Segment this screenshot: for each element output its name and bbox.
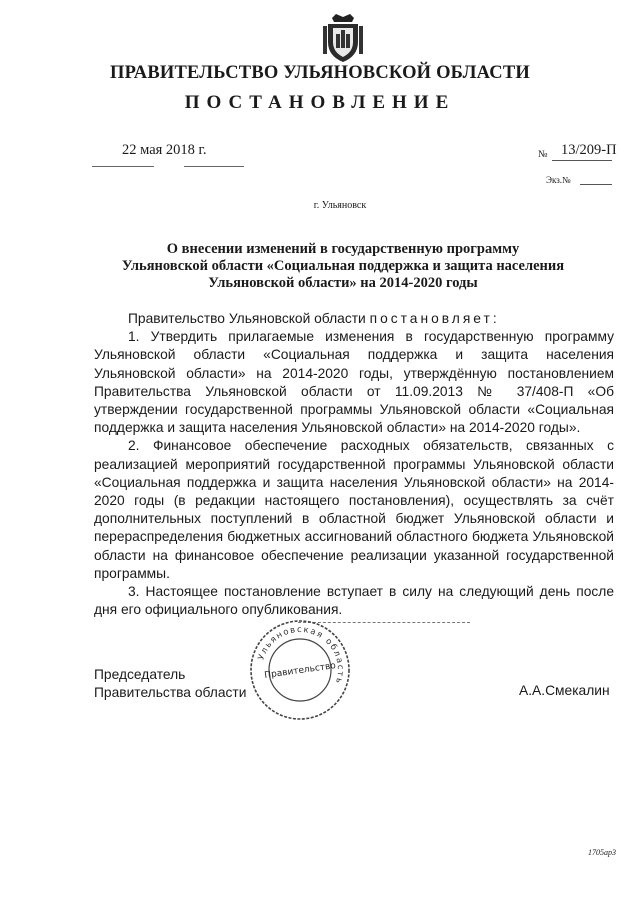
paragraph-3: 3. Настоящее постановление вступает в силу на следующий день после дня его официального опубликования. <box>94 584 614 618</box>
signatory-name: А.А.Смекалин <box>519 683 610 698</box>
stamp-ring-text: Ульяновская область <box>256 624 346 686</box>
number-label: № <box>538 149 548 160</box>
subject-line-1: О внесении изменений в государственную программу <box>166 241 520 257</box>
footer-code: 1705ар3 <box>588 848 616 857</box>
copy-number-label: Экз.№ <box>546 175 571 185</box>
intro-resolves: постановляет: <box>369 311 500 326</box>
signatory-title-line-2: Правительства области <box>94 685 247 700</box>
number-underline <box>552 160 612 161</box>
document-date: 22 мая 2018 г. <box>122 142 207 158</box>
official-stamp <box>248 618 352 722</box>
date-underline-left <box>92 166 154 167</box>
signatory-title-line-1: Председатель <box>94 667 186 682</box>
stamp-center-text: Правительство <box>263 661 337 681</box>
subject-line-2: Ульяновской области «Социальная поддержка и защита населения <box>121 258 565 274</box>
document-body <box>94 310 614 619</box>
document-number: 13/209-П <box>561 142 617 158</box>
intro-prefix: Правительство Ульяновской области <box>128 311 366 326</box>
government-title: ПРАВИТЕЛЬСТВО УЛЬЯНОВСКОЙ ОБЛАСТИ <box>110 63 530 83</box>
document-type: ПОСТАНОВЛЕНИЕ <box>184 92 456 113</box>
paragraph-2: 2. Финансовое обеспечение расходных обязательств, связанных с реализацией мероприятий государственной программы Ульяновской области «Социальная поддержка и защита населения Ульяновской области» на 2014-2020 годы (в редакции настоящего постановления), осуществлять за счёт дополнительных поступлений в областной бюджет Ульяновской области и перераспределения бюджетных ассигнований областного бюджета Ульяновской области на финансовое обеспечение реализации указанной государственной программы. <box>94 438 614 581</box>
body-intro <box>94 310 614 328</box>
date-underline-right <box>184 166 244 167</box>
city: г. Ульяновск <box>313 200 367 211</box>
copy-number-underline <box>580 184 612 185</box>
coat-of-arms-icon <box>322 12 364 64</box>
paragraph-1: 1. Утвердить прилагаемые изменения в государственную программу Ульяновской области «Социальная поддержка и защита населения Ульяновской области» на 2014-2020 годы, утверждённую постановлением Правительства Ульяновской области от 11.09.2013 № 37/408-П «Об утверждении государственной программы Ульяновской области «Социальная поддержка и защита населения Ульяновской области» на 2014-2020 годы». <box>94 329 614 436</box>
subject-line-3: Ульяновской области» на 2014-2020 годы <box>208 275 478 291</box>
signatory-title <box>94 666 246 702</box>
document-subject <box>90 241 596 292</box>
